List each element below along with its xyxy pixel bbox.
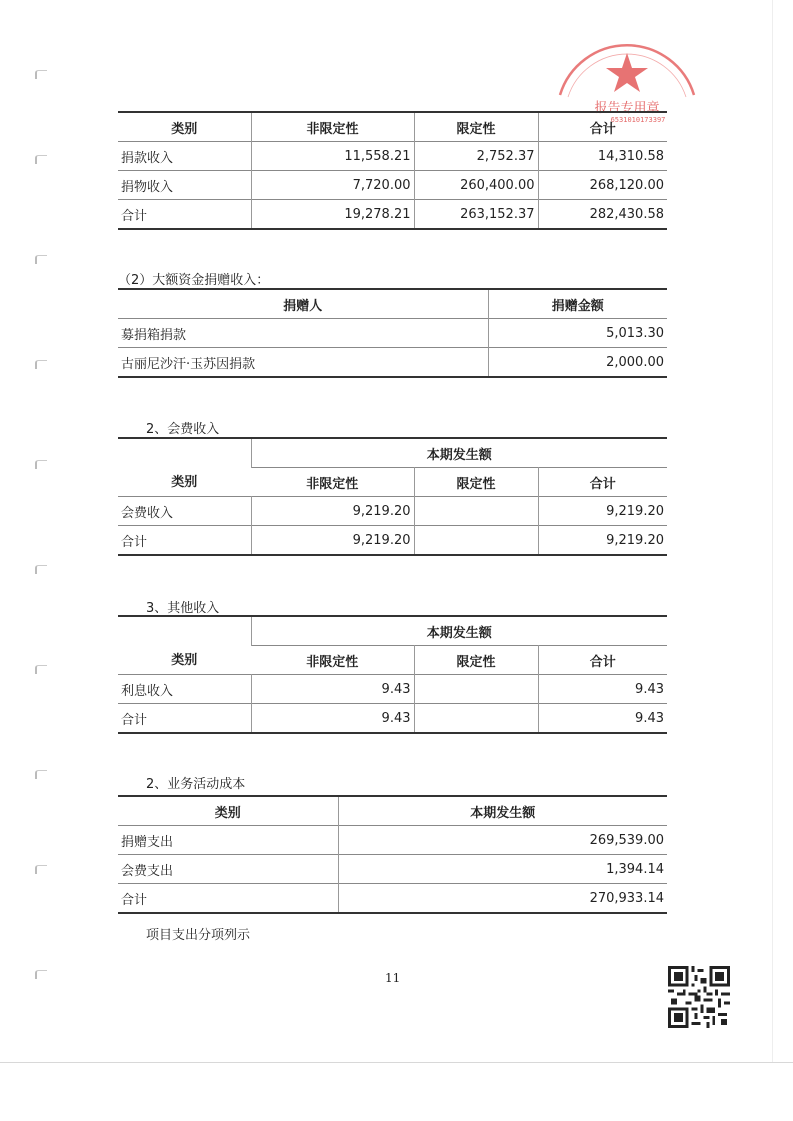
header-restricted: 限定性 bbox=[414, 112, 538, 142]
row-category: 合计 bbox=[121, 208, 148, 224]
header-unrestricted: 非限定性 bbox=[251, 112, 414, 142]
activity-cost-title: 2、业务活动成本 bbox=[146, 777, 246, 792]
binding-hole-mark bbox=[35, 770, 47, 779]
row-total: 9,219.20 bbox=[538, 526, 667, 556]
table-row bbox=[118, 704, 667, 734]
row-donor: 古丽尼沙汗·玉苏因捐款 bbox=[121, 356, 256, 372]
official-seal-stamp bbox=[552, 15, 702, 123]
header-total: 合计 bbox=[538, 112, 667, 142]
row-total: 282,430.58 bbox=[538, 200, 667, 230]
table-row bbox=[118, 497, 667, 526]
row-amount: 269,539.00 bbox=[338, 826, 667, 855]
page-right-edge bbox=[772, 0, 773, 1062]
row-category: 捐物收入 bbox=[121, 179, 174, 195]
row-category: 会费收入 bbox=[121, 505, 174, 521]
binding-hole-mark bbox=[35, 565, 47, 574]
row-unrestricted: 9.43 bbox=[251, 704, 414, 734]
header-total: 合计 bbox=[538, 646, 667, 675]
header-period-amount: 本期发生额 bbox=[251, 616, 667, 646]
row-restricted bbox=[414, 497, 538, 526]
other-income-table bbox=[118, 615, 667, 734]
row-total: 14,310.58 bbox=[538, 142, 667, 171]
header-category: 类别 bbox=[214, 805, 241, 821]
table-header-row bbox=[118, 289, 667, 319]
row-category: 合计 bbox=[121, 534, 148, 550]
header-restricted: 限定性 bbox=[414, 468, 538, 497]
project-expense-note: 项目支出分项列示 bbox=[146, 928, 251, 943]
membership-title: 2、会费收入 bbox=[146, 422, 220, 437]
table-row bbox=[118, 855, 667, 884]
table-header-row bbox=[118, 796, 667, 826]
header-unrestricted: 非限定性 bbox=[306, 476, 359, 492]
large-donations-title: （2）大额资金捐赠收入： bbox=[118, 273, 270, 288]
binding-hole-mark bbox=[35, 255, 47, 264]
row-total: 9.43 bbox=[538, 675, 667, 704]
row-category: 合计 bbox=[121, 712, 148, 728]
table-header-row bbox=[118, 616, 667, 646]
donation-income-table bbox=[118, 111, 667, 230]
row-unrestricted: 9.43 bbox=[251, 675, 414, 704]
membership-income-table bbox=[118, 437, 667, 556]
row-restricted bbox=[414, 526, 538, 556]
table-row bbox=[118, 200, 667, 230]
header-unrestricted: 非限定性 bbox=[306, 654, 359, 670]
row-restricted: 2,752.37 bbox=[414, 142, 538, 171]
row-unrestricted: 11,558.21 bbox=[251, 142, 414, 171]
header-restricted: 限定性 bbox=[414, 646, 538, 675]
row-restricted: 263,152.37 bbox=[414, 200, 538, 230]
header-period-amount: 本期发生额 bbox=[338, 796, 667, 826]
table-row bbox=[118, 142, 667, 171]
binding-hole-mark bbox=[35, 360, 47, 369]
activity-cost-table bbox=[118, 795, 667, 914]
row-category: 利息收入 bbox=[121, 683, 174, 699]
header-amount: 捐赠金额 bbox=[488, 289, 667, 319]
binding-hole-mark bbox=[35, 865, 47, 874]
row-unrestricted: 9,219.20 bbox=[251, 497, 414, 526]
row-unrestricted: 7,720.00 bbox=[251, 171, 414, 200]
row-restricted bbox=[414, 704, 538, 734]
table-row bbox=[118, 675, 667, 704]
qr-code-icon bbox=[668, 966, 730, 1028]
row-donor: 募捐箱捐款 bbox=[121, 327, 187, 343]
row-total: 268,120.00 bbox=[538, 171, 667, 200]
table-row bbox=[118, 348, 667, 378]
row-category: 会费支出 bbox=[121, 863, 174, 879]
row-total: 9.43 bbox=[538, 704, 667, 734]
row-restricted bbox=[414, 675, 538, 704]
binding-hole-mark bbox=[35, 70, 47, 79]
page-bottom-edge bbox=[0, 1062, 793, 1063]
row-category: 合计 bbox=[121, 892, 148, 908]
page-number: 11 bbox=[385, 971, 401, 985]
large-donations-table bbox=[118, 288, 667, 378]
binding-hole-mark bbox=[35, 155, 47, 164]
table-row bbox=[118, 526, 667, 556]
row-unrestricted: 19,278.21 bbox=[251, 200, 414, 230]
header-category: 类别 bbox=[171, 121, 198, 137]
header-category: 类别 bbox=[171, 653, 198, 668]
table-row bbox=[118, 884, 667, 914]
row-amount: 270,933.14 bbox=[338, 884, 667, 914]
header-period-amount: 本期发生额 bbox=[251, 438, 667, 468]
binding-hole-mark bbox=[35, 665, 47, 674]
row-unrestricted: 9,219.20 bbox=[251, 526, 414, 556]
row-amount: 2,000.00 bbox=[488, 348, 667, 378]
other-income-title: 3、其他收入 bbox=[146, 601, 220, 616]
seal-code: 6531010173397 bbox=[610, 116, 666, 123]
row-category: 捐款收入 bbox=[121, 150, 174, 166]
binding-hole-mark bbox=[35, 970, 47, 979]
row-total: 9,219.20 bbox=[538, 497, 667, 526]
row-amount: 5,013.30 bbox=[488, 319, 667, 348]
header-total: 合计 bbox=[538, 468, 667, 497]
binding-hole-mark bbox=[35, 460, 47, 469]
row-restricted: 260,400.00 bbox=[414, 171, 538, 200]
seal-label: 报告专用章 bbox=[594, 101, 660, 116]
row-amount: 1,394.14 bbox=[338, 855, 667, 884]
table-header-row bbox=[118, 112, 667, 142]
header-donor: 捐赠人 bbox=[283, 298, 323, 314]
table-row bbox=[118, 319, 667, 348]
table-row bbox=[118, 171, 667, 200]
header-category: 类别 bbox=[171, 475, 198, 490]
table-row bbox=[118, 826, 667, 855]
table-header-row bbox=[118, 438, 667, 468]
row-category: 捐赠支出 bbox=[121, 834, 174, 850]
